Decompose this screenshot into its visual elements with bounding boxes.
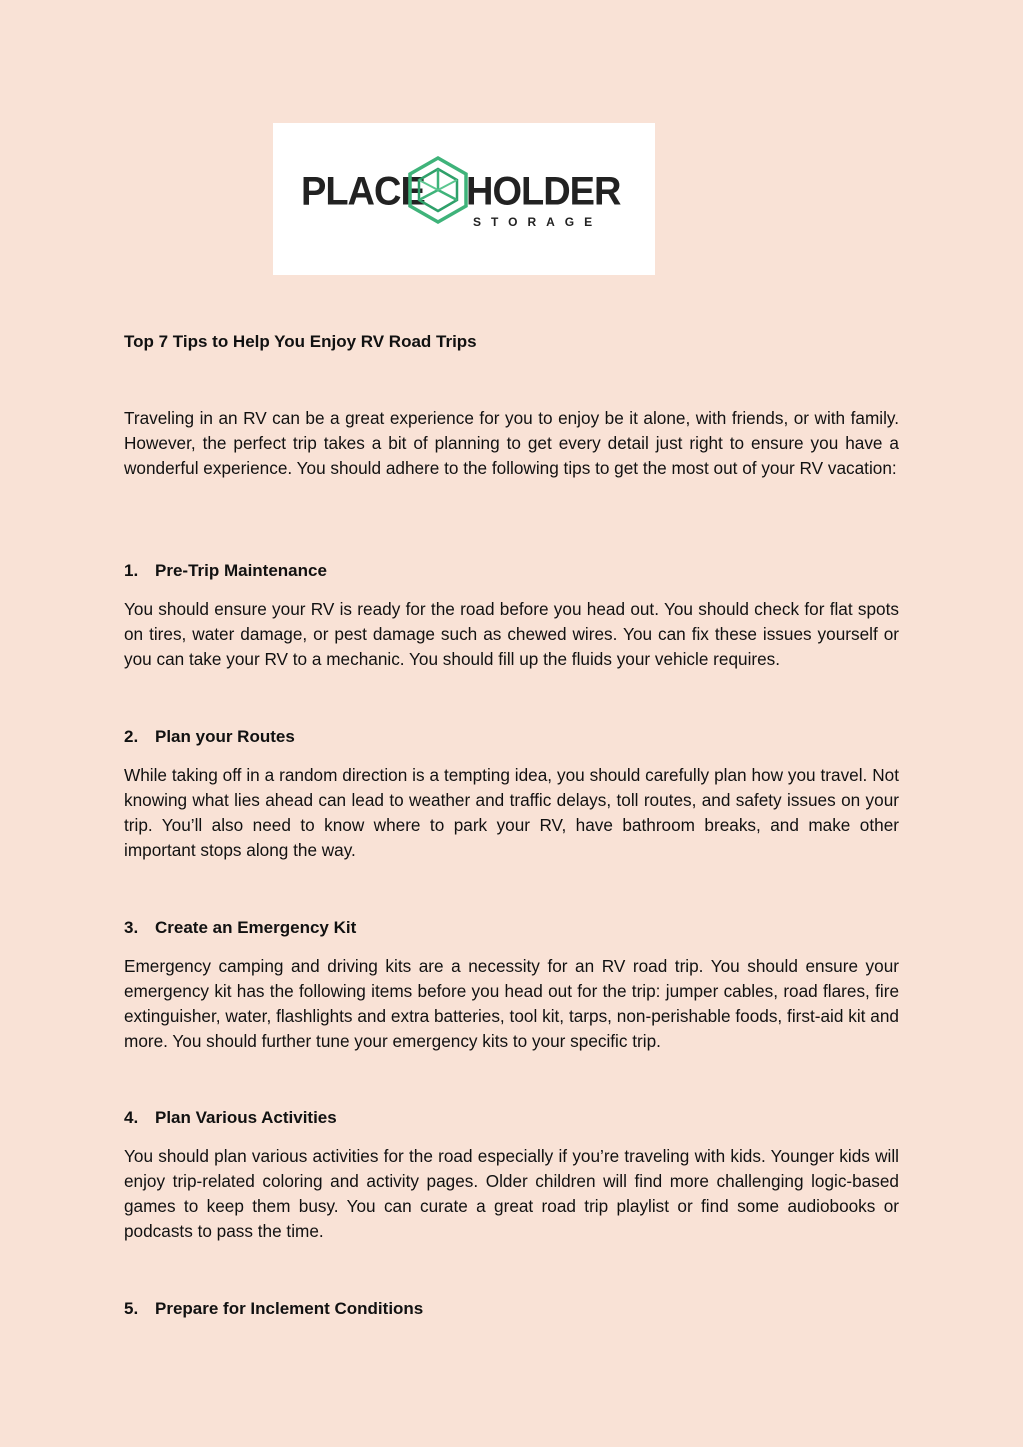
section-heading-5 [124,1296,423,1321]
section-title: Create an Emergency Kit [155,918,357,937]
section-number: 4. [124,1108,139,1127]
section-number: 3. [124,918,139,937]
logo-word-right: HOLDER [466,169,621,215]
section-title: Pre-Trip Maintenance [155,561,327,580]
logo-word-left: PLACE [301,169,425,215]
section-number: 5. [124,1299,139,1318]
section-title: Plan your Routes [155,727,295,746]
logo-subtitle: STORAGE [473,215,603,229]
section-body-4: You should plan various activities for the road especially if you’re traveling with kids. Younger kids will enjoy trip-related coloring and activity pages. Older children will find more challenging logic-based games to keep them busy. You can curate a great road trip playlist or find some audiobooks or podcasts to pass the time. [124,1146,899,1241]
section-title: Prepare for Inclement Conditions [155,1299,424,1318]
section-heading-1 [124,558,327,583]
section-heading-3 [124,915,356,940]
section-number: 1. [124,561,139,580]
section-body-1: You should ensure your RV is ready for the road before you head out. You should check for flat spots on tires, water damage, or pest damage such as chewed wires. You can fix these issues yourself or you can take your RV to a mechanic. You should fill up the fluids your vehicle requires. [124,599,899,669]
section-title: Plan Various Activities [155,1108,337,1127]
section-body-3: Emergency camping and driving kits are a necessity for an RV road trip. You should ensure your emergency kit has the following items before you head out for the trip: jumper cables, road flares, fire extinguisher, water, flashlights and extra batteries, tool kit, tarps, non-perishable foods, first-aid kit and more. You should further tune your emergency kits to your specific trip. [124,956,899,1051]
hexagon-cube-icon [405,155,471,225]
section-number: 2. [124,727,139,746]
section-body-2: While taking off in a random direction is a tempting idea, you should carefully plan how you travel. Not knowing what lies ahead can lead to weather and traffic delays, toll routes, and safety issues on your trip. You’ll also need to know where to park your RV, have bathroom breaks, and make other important stops along the way. [124,765,899,860]
section-heading-2 [124,724,295,749]
intro-paragraph: Traveling in an RV can be a great experience for you to enjoy be it alone, with friends, or with family. However, the perfect trip takes a bit of planning to get every detail just right to ensure you have a wonderful experience. You should adhere to the following tips to get the most out of your RV vacation: [124,408,899,478]
document-title: Top 7 Tips to Help You Enjoy RV Road Trips [124,332,477,351]
section-heading-4 [124,1105,337,1130]
company-logo [273,123,655,275]
